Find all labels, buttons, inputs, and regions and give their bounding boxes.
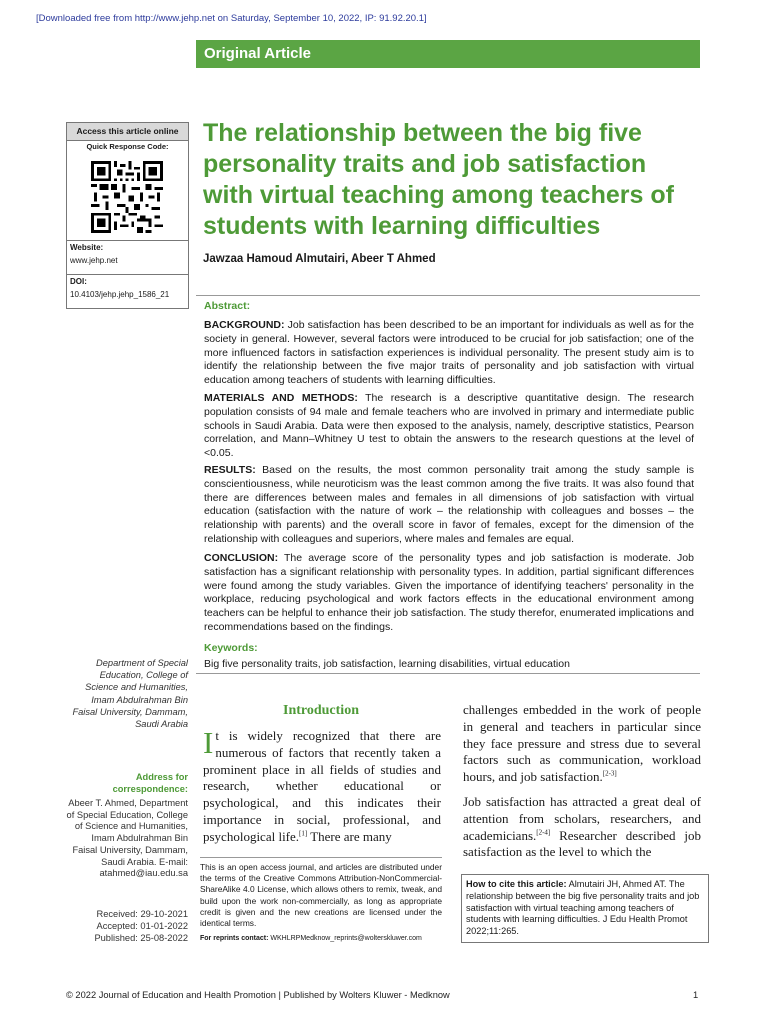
cite-label: How to cite this article: — [466, 879, 567, 889]
results-text: Based on the results, the most common personality trait among the study sample is conscientiousness, while neuroticism was the least common among the five traits. It was also found that there are differences between males and females in all dimensions of job satisfaction with virtual education (satisfaction with the nature of work – the relationship with colleagues and bosses – the relationship with parents) and the overall score in favor of females, except for the dimension of the relationship with colleagues and superiors, where males and females are equal. — [204, 464, 694, 545]
abstract-results — [204, 464, 694, 547]
reprints-email[interactable]: WKHLRPMedknow_reprints@wolterskluwer.com — [268, 935, 422, 943]
abstract-label: Abstract: — [204, 300, 251, 312]
background-label: BACKGROUND: — [204, 319, 285, 331]
abstract-methods — [204, 392, 694, 461]
abstract-section — [196, 295, 700, 674]
access-box-header: Access this article online — [67, 123, 188, 141]
access-box — [66, 122, 189, 309]
access-box-divider — [67, 240, 188, 241]
license-text: This is an open access journal, and articles are distributed under the terms of the Creative Commons Attribution-NonCommercial-ShareAlike 4.0 License, which allows others to remix, tweak, and build upon the work non-commercially, as long as appropriate credit is given and the new creations are licensed under the identical terms. — [200, 862, 442, 929]
reprints-contact — [200, 935, 442, 942]
abstract-background — [204, 319, 694, 388]
reprints-label: For reprints contact: — [200, 935, 269, 943]
intro-paragraph-3-tail: Researcher described job satisfaction as the level to which the — [463, 827, 701, 860]
access-box-divider — [67, 274, 188, 275]
doi-label: DOI: — [70, 277, 87, 286]
qr-code-icon[interactable] — [91, 161, 163, 233]
article-type-label: Original Article — [204, 45, 311, 62]
page-number: 1 — [693, 990, 699, 1000]
author-affiliation: Department of Special Education, College of Science and Humanities, Imam Abdulrahman Bin Faisal University, Dammam, Saudi Arabia — [72, 658, 188, 730]
received-date: Received: 29-10-2021 — [96, 909, 188, 919]
results-label: RESULTS: — [204, 464, 256, 476]
intro-paragraph-3: Job satisfaction has attracted a great deal of attention from scholars, researchers, and academicians. — [463, 794, 701, 843]
citation-ref[interactable]: [2-3] — [602, 769, 617, 778]
author-list: Jawzaa Hamoud Almutairi, Abeer T Ahmed — [203, 253, 436, 265]
article-dates — [66, 909, 188, 944]
accepted-date: Accepted: 01-01-2022 — [96, 920, 188, 931]
introduction-column-2-paragraph-2 — [463, 794, 701, 861]
methods-text: The research is a descriptive quantitative design. The research population consists of 94 male and female teachers who are involved in primary and intermediate public schools in Saudi Arabia. Data were then exposed to the analysis, namely, descriptive statistics, Pearson correlation, and Mann–Whitney U test to obtain the answers to the research questions at the level of <0.05. — [204, 392, 694, 460]
intro-paragraph-1-tail: There are many — [307, 828, 392, 844]
background-text: Job satisfaction has been described to be an important for individuals as well as for the society in general. However, several factors were introduced to be crucial for job satisfaction; one of the more influenced factors in satisfaction experiences is individual personality. The present study aim is to identify the relationship between the five major traits of personality and job satisfaction with virtual education among teachers of students with learning difficulties. — [204, 319, 694, 387]
introduction-column-1 — [203, 725, 441, 846]
conclusion-label: CONCLUSION: — [204, 552, 279, 564]
qr-label: Quick Response Code: — [86, 142, 169, 151]
keywords-label: Keywords: — [204, 642, 258, 654]
citation-ref[interactable]: [2-4] — [536, 828, 551, 837]
cite-text: Almutairi JH, Ahmed AT. The relationship between the big five personality traits and job satisfaction with virtual teaching among teachers of students with learning difficulties. J Edu Health Promot 2022;11:265. — [466, 879, 700, 937]
intro-paragraph-2: challenges embedded in the work of people in general and teachers in particular since they face pressure and stress due to several factors such as communication, workload hours, and job satisfaction. — [463, 702, 701, 785]
published-date: Published: 25-08-2022 — [94, 932, 188, 943]
methods-label: MATERIALS AND METHODS: — [204, 392, 358, 404]
citation-box — [461, 874, 709, 943]
introduction-column-2-paragraph-1 — [463, 702, 701, 786]
doi-link[interactable]: 10.4103/jehp.jehp_1586_21 — [70, 290, 170, 299]
introduction-heading: Introduction — [283, 703, 359, 718]
website-link[interactable]: www.jehp.net — [70, 256, 118, 265]
page-footer: © 2022 Journal of Education and Health Promotion | Published by Wolters Kluwer - Medknow — [66, 990, 450, 1000]
intro-paragraph-1: t is widely recognized that there are numerous of factors that recently taken a prominent place in all fields of studies and research, whether educational or psychological, and this indicates their importance in social, professional, and psychological life. — [203, 728, 441, 844]
correspondence-address: Abeer T. Ahmed, Department of Special Education, College of Science and Humanities, Imam Abdulrahman Bin Faisal University, Dammam, Saudi Arabia. E-mail: atahmed@iau.edu.sa — [66, 798, 188, 879]
website-label: Website: — [70, 243, 104, 252]
citation-ref[interactable]: [1] — [299, 829, 308, 838]
article-title: The relationship between the big five personality traits and job satisfaction with virtual teaching among teachers of students with learning difficulties — [203, 119, 674, 240]
open-access-notice — [200, 857, 442, 942]
keywords-text: Big five personality traits, job satisfaction, learning disabilities, virtual education — [204, 658, 570, 670]
download-note: [Downloaded free from http://www.jehp.net on Saturday, September 10, 2022, IP: 91.92.20.1] — [36, 13, 427, 24]
article-type-bar — [196, 40, 700, 68]
abstract-conclusion — [204, 552, 694, 635]
correspondence-label: Address for correspondence: — [112, 772, 188, 794]
drop-cap: I — [203, 725, 214, 760]
conclusion-text: The average score of the personality types and job satisfaction is moderate. Job satisfaction has a significant relationship with personality types. In addition, partial significant differences were found among the study variables. Given the importance of identifying teachers' personality in the workplace, reducing psychological and work factors effects in the educational environment among teachers can be helpful to enhance their job satisfaction. The study therefor, enumerated implications and recommendations based on the findings. — [204, 552, 694, 633]
